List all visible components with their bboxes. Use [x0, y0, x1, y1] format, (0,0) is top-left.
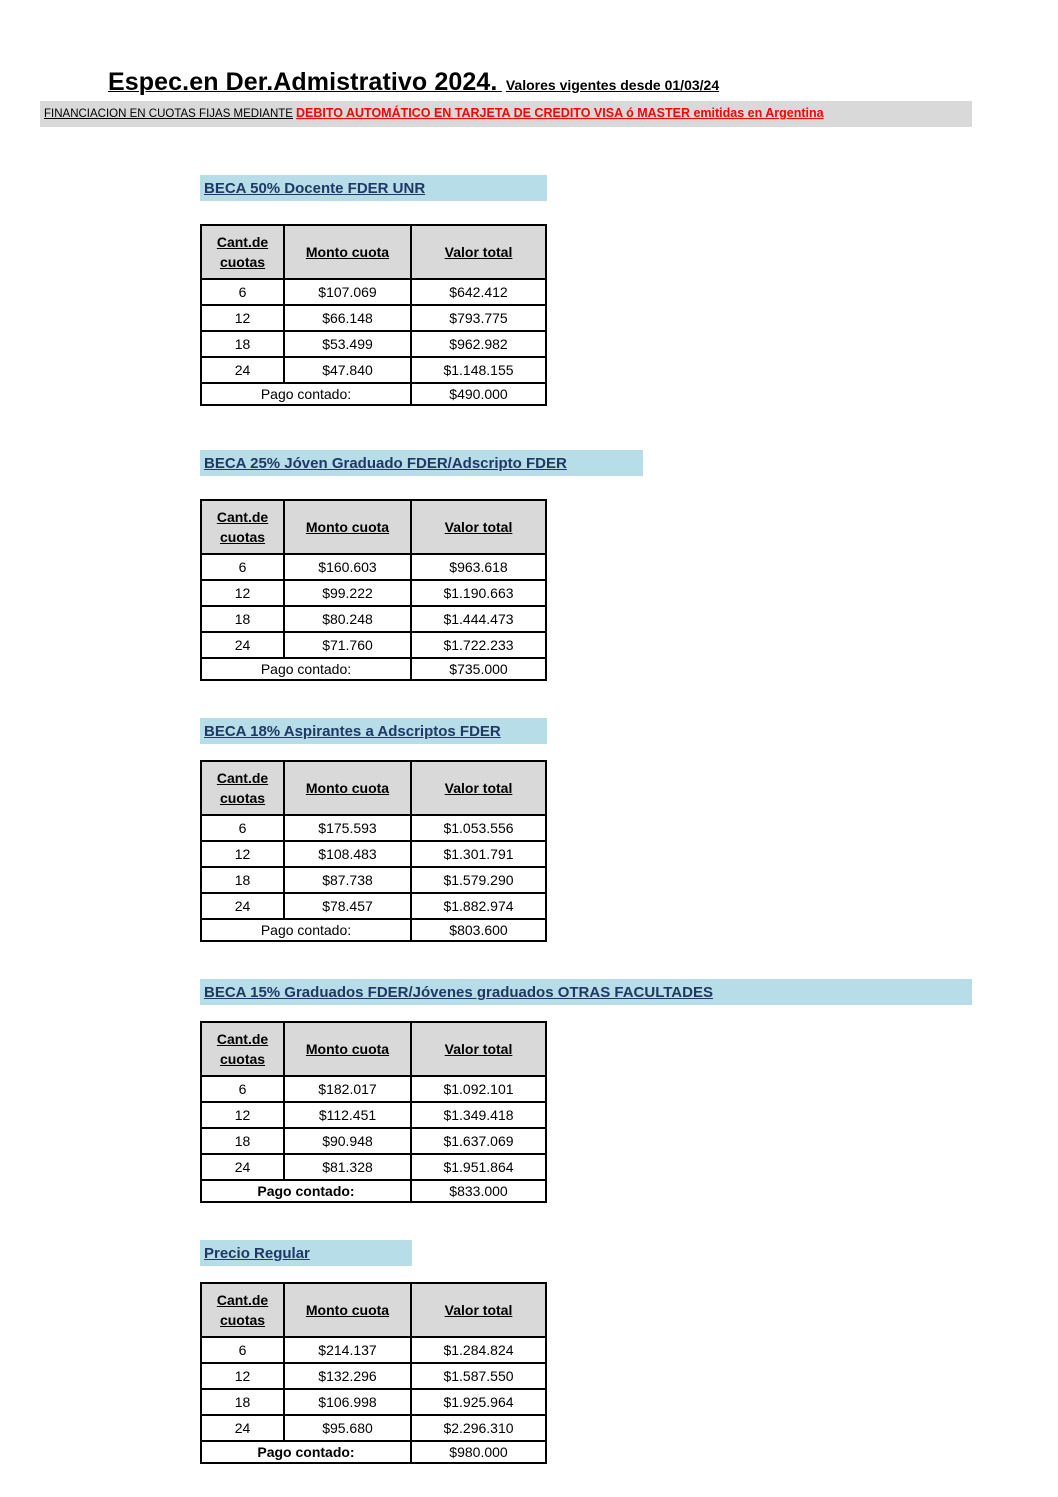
- table-row: [201, 1363, 546, 1389]
- qty-header: Cant.de cuotas: [201, 500, 284, 554]
- table-header-row: [201, 500, 546, 554]
- table-row: [201, 1389, 546, 1415]
- section-title-beca-25: BECA 25% Jóven Graduado FDER/Adscripto FDER: [200, 450, 643, 476]
- cash-row: [201, 1441, 546, 1463]
- installment-cell: $214.137: [284, 1337, 411, 1363]
- installment-cell: $47.840: [284, 357, 411, 383]
- section-title-beca-15: BECA 15% Graduados FDER/Jóvenes graduados OTRAS FACULTADES: [200, 979, 972, 1005]
- price-table-regular: [200, 1282, 547, 1464]
- installment-cell: $90.948: [284, 1128, 411, 1154]
- total-cell: $962.982: [411, 331, 546, 357]
- installment-header: Monto cuota: [284, 1283, 411, 1337]
- cash-label: Pago contado:: [201, 383, 411, 405]
- total-cell: $1.190.663: [411, 580, 546, 606]
- financing-highlight: DEBITO AUTOMÁTICO EN TARJETA DE CREDITO VISA ó MASTER emitidas en Argentina: [295, 106, 824, 120]
- qty-header: Cant.de cuotas: [201, 1283, 284, 1337]
- section-title-beca-50: BECA 50% Docente FDER UNR: [200, 175, 547, 201]
- installment-cell: $99.222: [284, 580, 411, 606]
- table-row: [201, 1128, 546, 1154]
- total-header: Valor total: [411, 1283, 546, 1337]
- table-header-row: [201, 761, 546, 815]
- qty-cell: 12: [201, 841, 284, 867]
- cash-value: $490.000: [411, 383, 546, 405]
- total-cell: $1.053.556: [411, 815, 546, 841]
- total-cell: $1.349.418: [411, 1102, 546, 1128]
- cash-value: $735.000: [411, 658, 546, 680]
- cash-row: [201, 1180, 546, 1202]
- installment-cell: $160.603: [284, 554, 411, 580]
- installment-header: Monto cuota: [284, 500, 411, 554]
- qty-cell: 24: [201, 632, 284, 658]
- total-cell: $1.148.155: [411, 357, 546, 383]
- total-cell: $1.587.550: [411, 1363, 546, 1389]
- qty-cell: 24: [201, 357, 284, 383]
- table-row: [201, 606, 546, 632]
- qty-header: Cant.de cuotas: [201, 1022, 284, 1076]
- table-row: [201, 554, 546, 580]
- title-main: Espec.en Der.Admistrativo 2024.: [108, 68, 498, 96]
- total-cell: $1.284.824: [411, 1337, 546, 1363]
- installment-cell: $87.738: [284, 867, 411, 893]
- qty-cell: 18: [201, 1389, 284, 1415]
- table-row: [201, 305, 546, 331]
- installment-header: Monto cuota: [284, 225, 411, 279]
- cash-label: Pago contado:: [201, 658, 411, 680]
- table-row: [201, 580, 546, 606]
- qty-cell: 12: [201, 1102, 284, 1128]
- table-row: [201, 357, 546, 383]
- installment-cell: $78.457: [284, 893, 411, 919]
- qty-cell: 18: [201, 331, 284, 357]
- installment-cell: $106.998: [284, 1389, 411, 1415]
- cash-value: $980.000: [411, 1441, 546, 1463]
- price-table-beca-18: [200, 760, 547, 942]
- qty-cell: 6: [201, 1337, 284, 1363]
- installment-cell: $81.328: [284, 1154, 411, 1180]
- cash-label: Pago contado:: [201, 1180, 411, 1202]
- cash-label: Pago contado:: [201, 919, 411, 941]
- cash-row: [201, 383, 546, 405]
- qty-cell: 18: [201, 606, 284, 632]
- qty-cell: 24: [201, 1154, 284, 1180]
- page-title: [108, 68, 719, 97]
- table-row: [201, 893, 546, 919]
- total-cell: $963.618: [411, 554, 546, 580]
- table-row: [201, 1154, 546, 1180]
- total-cell: $1.092.101: [411, 1076, 546, 1102]
- total-header: Valor total: [411, 225, 546, 279]
- section-title-beca-18: BECA 18% Aspirantes a Adscriptos FDER: [200, 718, 547, 744]
- qty-header: Cant.de cuotas: [201, 225, 284, 279]
- table-row: [201, 1102, 546, 1128]
- installment-cell: $132.296: [284, 1363, 411, 1389]
- table-row: [201, 279, 546, 305]
- installment-cell: $80.248: [284, 606, 411, 632]
- total-cell: $1.579.290: [411, 867, 546, 893]
- installment-cell: $71.760: [284, 632, 411, 658]
- total-header: Valor total: [411, 500, 546, 554]
- qty-cell: 6: [201, 1076, 284, 1102]
- installment-cell: $175.593: [284, 815, 411, 841]
- title-validity: Valores vigentes desde 01/03/24: [505, 77, 720, 93]
- table-row: [201, 1415, 546, 1441]
- qty-cell: 12: [201, 580, 284, 606]
- financing-prefix: FINANCIACION EN CUOTAS FIJAS MEDIANTE: [44, 108, 293, 120]
- section-title-regular: Precio Regular: [200, 1240, 412, 1266]
- table-row: [201, 841, 546, 867]
- installment-header: Monto cuota: [284, 761, 411, 815]
- total-cell: $793.775: [411, 305, 546, 331]
- table-row: [201, 1076, 546, 1102]
- table-row: [201, 1337, 546, 1363]
- cash-value: $803.600: [411, 919, 546, 941]
- total-cell: $1.951.864: [411, 1154, 546, 1180]
- qty-cell: 18: [201, 867, 284, 893]
- installment-cell: $112.451: [284, 1102, 411, 1128]
- total-cell: $1.301.791: [411, 841, 546, 867]
- table-row: [201, 632, 546, 658]
- cash-label: Pago contado:: [201, 1441, 411, 1463]
- cash-value: $833.000: [411, 1180, 546, 1202]
- price-table-beca-15: [200, 1021, 547, 1203]
- installment-cell: $66.148: [284, 305, 411, 331]
- qty-cell: 12: [201, 305, 284, 331]
- table-row: [201, 815, 546, 841]
- installment-cell: $182.017: [284, 1076, 411, 1102]
- qty-cell: 24: [201, 893, 284, 919]
- price-table-beca-25: [200, 499, 547, 681]
- total-header: Valor total: [411, 1022, 546, 1076]
- qty-cell: 6: [201, 815, 284, 841]
- total-cell: $1.637.069: [411, 1128, 546, 1154]
- price-table-beca-50: [200, 224, 547, 406]
- total-cell: $1.722.233: [411, 632, 546, 658]
- qty-cell: 6: [201, 279, 284, 305]
- table-header-row: [201, 1283, 546, 1337]
- cash-row: [201, 658, 546, 680]
- qty-header: Cant.de cuotas: [201, 761, 284, 815]
- total-cell: $1.925.964: [411, 1389, 546, 1415]
- total-cell: $642.412: [411, 279, 546, 305]
- cash-row: [201, 919, 546, 941]
- financing-banner: [40, 101, 972, 127]
- total-cell: $1.444.473: [411, 606, 546, 632]
- qty-cell: 24: [201, 1415, 284, 1441]
- qty-cell: 12: [201, 1363, 284, 1389]
- table-row: [201, 867, 546, 893]
- installment-cell: $108.483: [284, 841, 411, 867]
- total-cell: $2.296.310: [411, 1415, 546, 1441]
- table-header-row: [201, 225, 546, 279]
- qty-cell: 6: [201, 554, 284, 580]
- table-row: [201, 331, 546, 357]
- installment-cell: $107.069: [284, 279, 411, 305]
- qty-cell: 18: [201, 1128, 284, 1154]
- installment-cell: $95.680: [284, 1415, 411, 1441]
- installment-cell: $53.499: [284, 331, 411, 357]
- table-header-row: [201, 1022, 546, 1076]
- installment-header: Monto cuota: [284, 1022, 411, 1076]
- total-header: Valor total: [411, 761, 546, 815]
- total-cell: $1.882.974: [411, 893, 546, 919]
